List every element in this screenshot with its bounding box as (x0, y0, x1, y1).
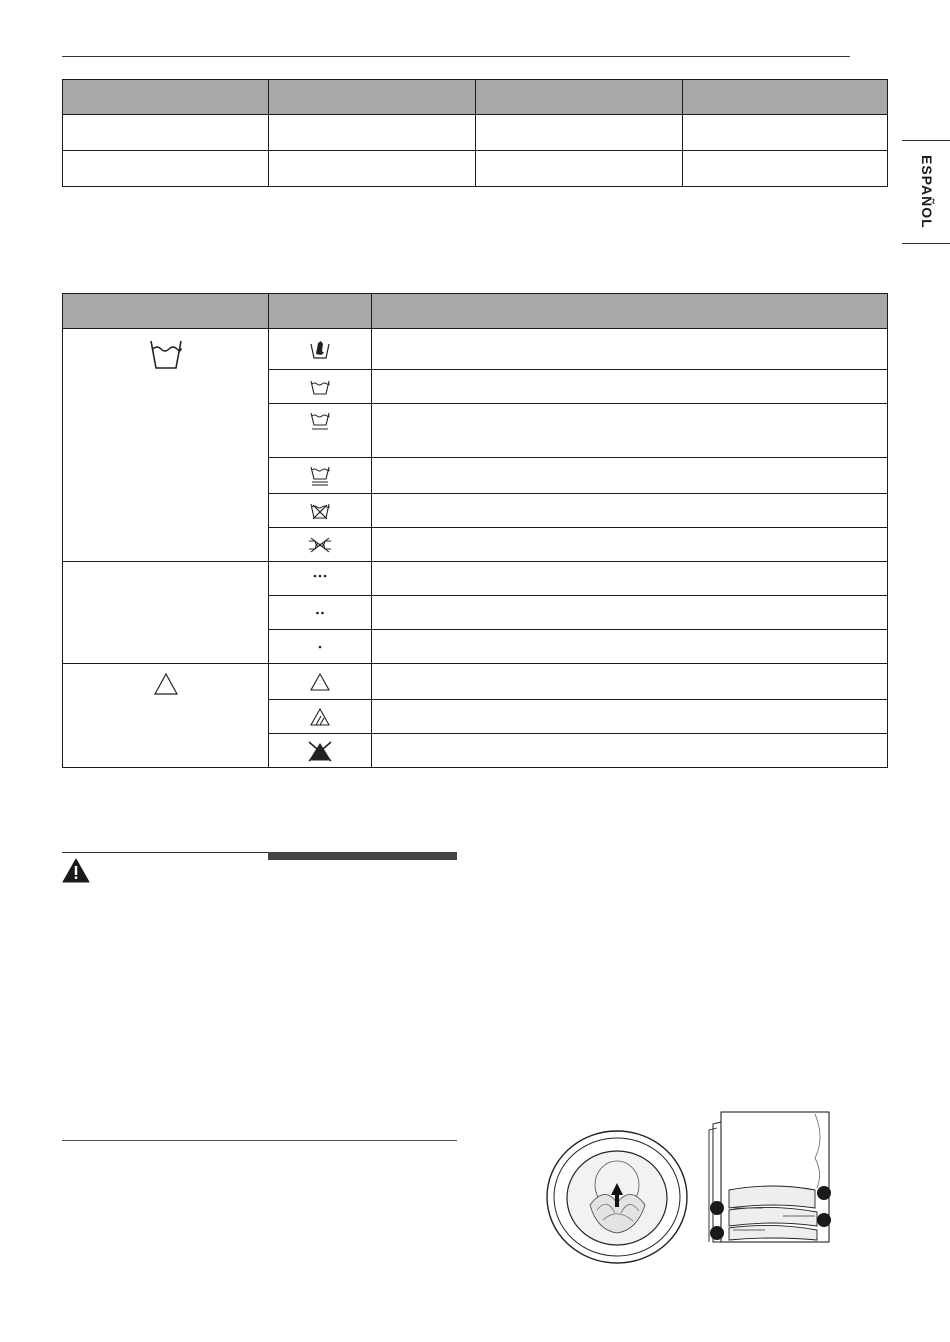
table-cell (476, 151, 683, 187)
table-cell (269, 115, 476, 151)
folded-laundry-illustration (703, 1108, 835, 1246)
table-header-cell (63, 80, 269, 115)
table-cell (63, 115, 269, 151)
language-label: ESPAÑOL (919, 155, 935, 229)
table-row (63, 115, 888, 151)
symbol-cell (269, 494, 372, 528)
table-row (63, 329, 888, 370)
language-tab-top-line (902, 140, 950, 141)
do-not-bleach-icon (306, 740, 334, 762)
symbol-cell (269, 596, 372, 630)
table-cell (683, 151, 888, 187)
table-header-cell (372, 294, 888, 329)
symbol-cell (269, 458, 372, 494)
description-cell (372, 404, 888, 458)
description-cell (372, 494, 888, 528)
section-bottom-rule (62, 1140, 457, 1141)
hand-wash-icon (309, 338, 331, 360)
description-cell (372, 664, 888, 700)
language-tab (902, 140, 950, 244)
symbol-cell (269, 404, 372, 458)
non-chlorine-bleach-icon (309, 707, 331, 727)
description-cell (372, 630, 888, 664)
machine-wash-permanent-press-icon (309, 410, 331, 432)
description-cell (372, 562, 888, 596)
table-header-cell (683, 80, 888, 115)
machine-wash-normal-icon (309, 378, 331, 396)
do-not-wring-icon (307, 536, 333, 554)
category-cell-temperature (63, 562, 269, 664)
description-cell (372, 329, 888, 370)
table-cell (476, 115, 683, 151)
warning-bar (268, 852, 457, 860)
language-tab-bottom-line (902, 243, 950, 244)
machine-wash-gentle-icon (309, 464, 331, 488)
table-cell (269, 151, 476, 187)
description-cell (372, 528, 888, 562)
description-cell (372, 596, 888, 630)
care-symbol-table (62, 293, 888, 768)
description-cell (372, 734, 888, 768)
description-cell (372, 700, 888, 734)
table-row (63, 562, 888, 596)
washtub-icon (148, 337, 184, 371)
table-header-cell (63, 294, 269, 329)
category-cell-bleach (63, 664, 269, 768)
symbol-cell (269, 734, 372, 768)
symbol-cell (269, 630, 372, 664)
table-cell (683, 115, 888, 151)
symbol-cell (269, 562, 372, 596)
one-dot-icon (317, 644, 323, 650)
table-header-row (63, 80, 888, 115)
table-row (63, 151, 888, 187)
washer-drum-illustration (545, 1125, 690, 1265)
symbol-cell (269, 664, 372, 700)
warning-triangle-icon (62, 858, 90, 884)
description-cell (372, 370, 888, 404)
description-cell (372, 458, 888, 494)
three-dots-icon (312, 573, 328, 579)
top-rule (62, 56, 850, 57)
symbol-cell (269, 329, 372, 370)
bleach-triangle-icon (153, 672, 179, 696)
table-header-cell (269, 294, 372, 329)
table-cell (63, 151, 269, 187)
symbol-cell (269, 370, 372, 404)
spec-table (62, 79, 888, 187)
table-header-cell (476, 80, 683, 115)
any-bleach-icon (309, 672, 331, 692)
warning-rule (62, 852, 268, 853)
category-cell-washing (63, 329, 269, 562)
table-row (63, 664, 888, 700)
table-header-cell (269, 80, 476, 115)
two-dots-icon (314, 610, 326, 616)
symbol-cell (269, 700, 372, 734)
do-not-wash-icon (309, 501, 331, 521)
symbol-cell (269, 528, 372, 562)
table-header-row (63, 294, 888, 329)
